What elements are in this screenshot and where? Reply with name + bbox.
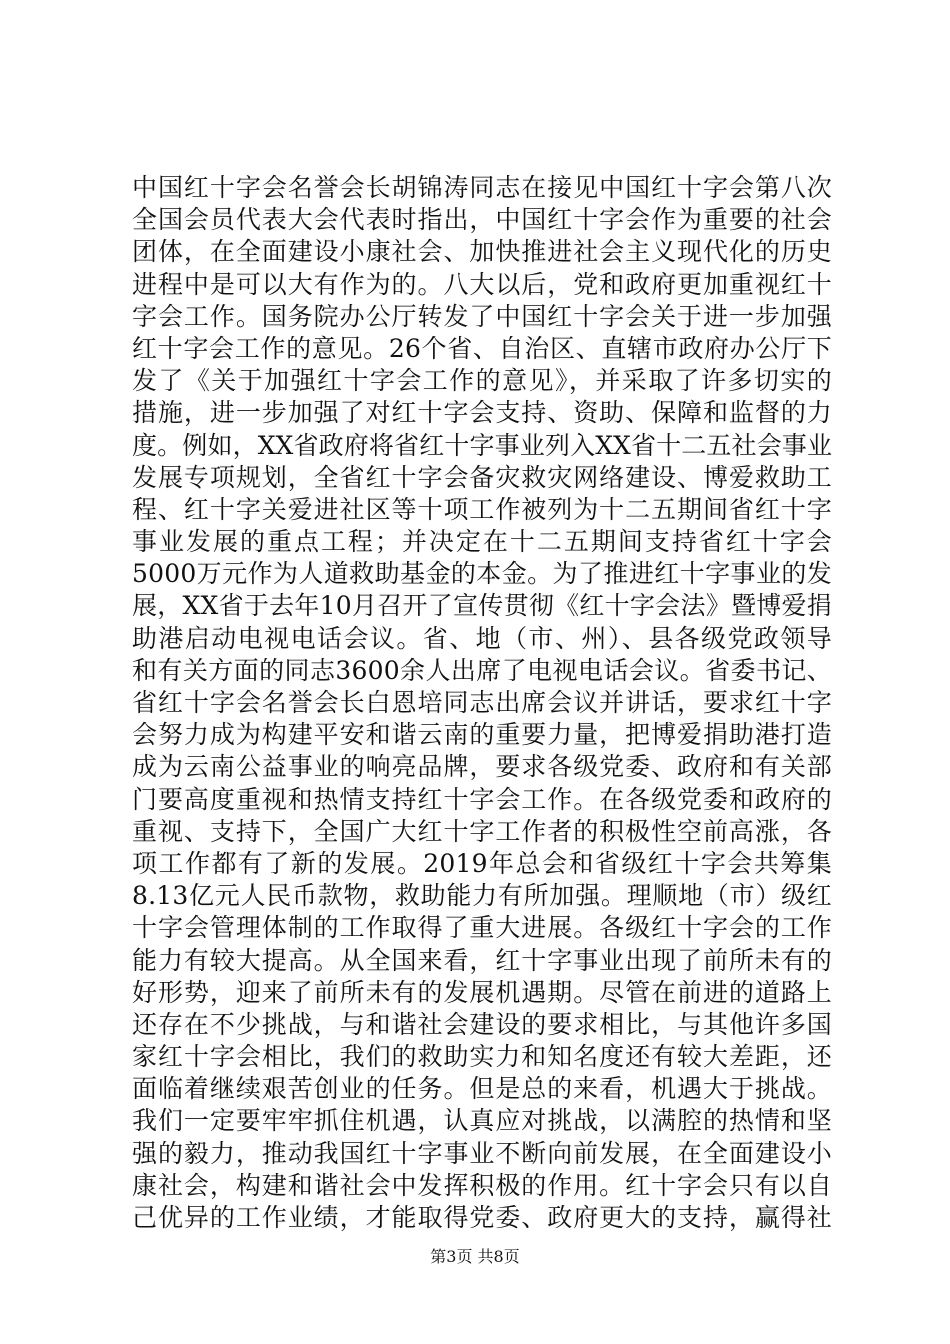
text-line: 事业发展的重点工程；并决定在十二五期间支持省红十字会 bbox=[132, 527, 832, 557]
text-line: 8.13亿元人民币款物，救助能力有所加强。理顺地（市）级红 bbox=[132, 881, 832, 911]
text-line: 好形势，迎来了前所未有的发展机遇期。尽管在前进的道路上 bbox=[132, 977, 832, 1007]
text-line: 措施，进一步加强了对红十字会支持、资助、保障和监督的力 bbox=[132, 398, 832, 428]
text-line: 己优异的工作业绩，才能取得党委、政府更大的支持，赢得社 bbox=[132, 1203, 832, 1232]
text-line: 度。例如，XX省政府将省红十字事业列入XX省十二五社会事业 bbox=[132, 430, 832, 460]
text-line: 成为云南公益事业的响亮品牌，要求各级党委、政府和有关部 bbox=[132, 752, 832, 782]
text-line: 发了《关于加强红十字会工作的意见》，并采取了许多切实的 bbox=[132, 366, 832, 396]
text-line: 能力有较大提高。从全国来看，红十字事业出现了前所未有的 bbox=[132, 945, 832, 975]
text-line: 省红十字会名誉会长白恩培同志出席会议并讲话，要求红十字 bbox=[132, 688, 832, 717]
text-line: 强的毅力，推动我国红十字事业不断向前发展，在全面建设小 bbox=[132, 1138, 832, 1168]
text-line: 展，XX省于去年10月召开了宣传贯彻《红十字会法》暨博爱捐 bbox=[132, 591, 832, 621]
text-line: 门要高度重视和热情支持红十字会工作。在各级党委和政府的 bbox=[132, 784, 832, 814]
text-line: 十字会管理体制的工作取得了重大进展。各级红十字会的工作 bbox=[132, 913, 832, 943]
page-number-footer: 第3页 共8页 bbox=[430, 1247, 520, 1266]
text-line: 发展专项规划，全省红十字会备灾救灾网络建设、博爱救助工 bbox=[132, 462, 832, 492]
text-line: 全国会员代表大会代表时指出，中国红十字会作为重要的社会 bbox=[132, 205, 832, 235]
text-line: 红十字会工作的意见。26个省、自治区、直辖市政府办公厅下 bbox=[132, 333, 832, 363]
text-line: 康社会，构建和谐社会中发挥积极的作用。红十字会只有以自 bbox=[132, 1170, 832, 1200]
text-line: 字会工作。国务院办公厅转发了中国红十字会关于进一步加强 bbox=[132, 301, 832, 331]
text-line: 项工作都有了新的发展。2019年总会和省级红十字会共筹集 bbox=[132, 848, 832, 878]
text-line: 重视、支持下，全国广大红十字工作者的积极性空前高涨，各 bbox=[132, 816, 832, 846]
text-line: 家红十字会相比，我们的救助实力和知名度还有较大差距，还 bbox=[132, 1042, 832, 1072]
text-line: 我们一定要牢牢抓住机遇，认真应对挑战，以满腔的热情和坚 bbox=[132, 1106, 832, 1136]
text-line: 面临着继续艰苦创业的任务。但是总的来看，机遇大于挑战。 bbox=[132, 1074, 832, 1104]
text-line: 团体，在全面建设小康社会、加快推进社会主义现代化的历史 bbox=[132, 237, 832, 267]
text-line: 中国红十字会名誉会长胡锦涛同志在接见中国红十字会第八次 bbox=[132, 173, 832, 202]
text-line: 会努力成为构建平安和谐云南的重要力量，把博爱捐助港打造 bbox=[132, 720, 832, 750]
text-line: 还存在不少挑战，与和谐社会建设的要求相比，与其他许多国 bbox=[132, 1009, 832, 1039]
text-line: 助港启动电视电话会议。省、地（市、州）、县各级党政领导 bbox=[132, 623, 832, 653]
text-line: 进程中是可以大有作为的。八大以后，党和政府更加重视红十 bbox=[132, 269, 832, 299]
text-line: 程、红十字关爱进社区等十项工作被列为十二五期间省红十字 bbox=[132, 494, 832, 524]
text-line: 5000万元作为人道救助基金的本金。为了推进红十字事业的发 bbox=[132, 559, 832, 589]
body-paragraph bbox=[132, 172, 832, 1234]
text-line: 和有关方面的同志3600余人出席了电视电话会议。省委书记、 bbox=[132, 655, 832, 685]
